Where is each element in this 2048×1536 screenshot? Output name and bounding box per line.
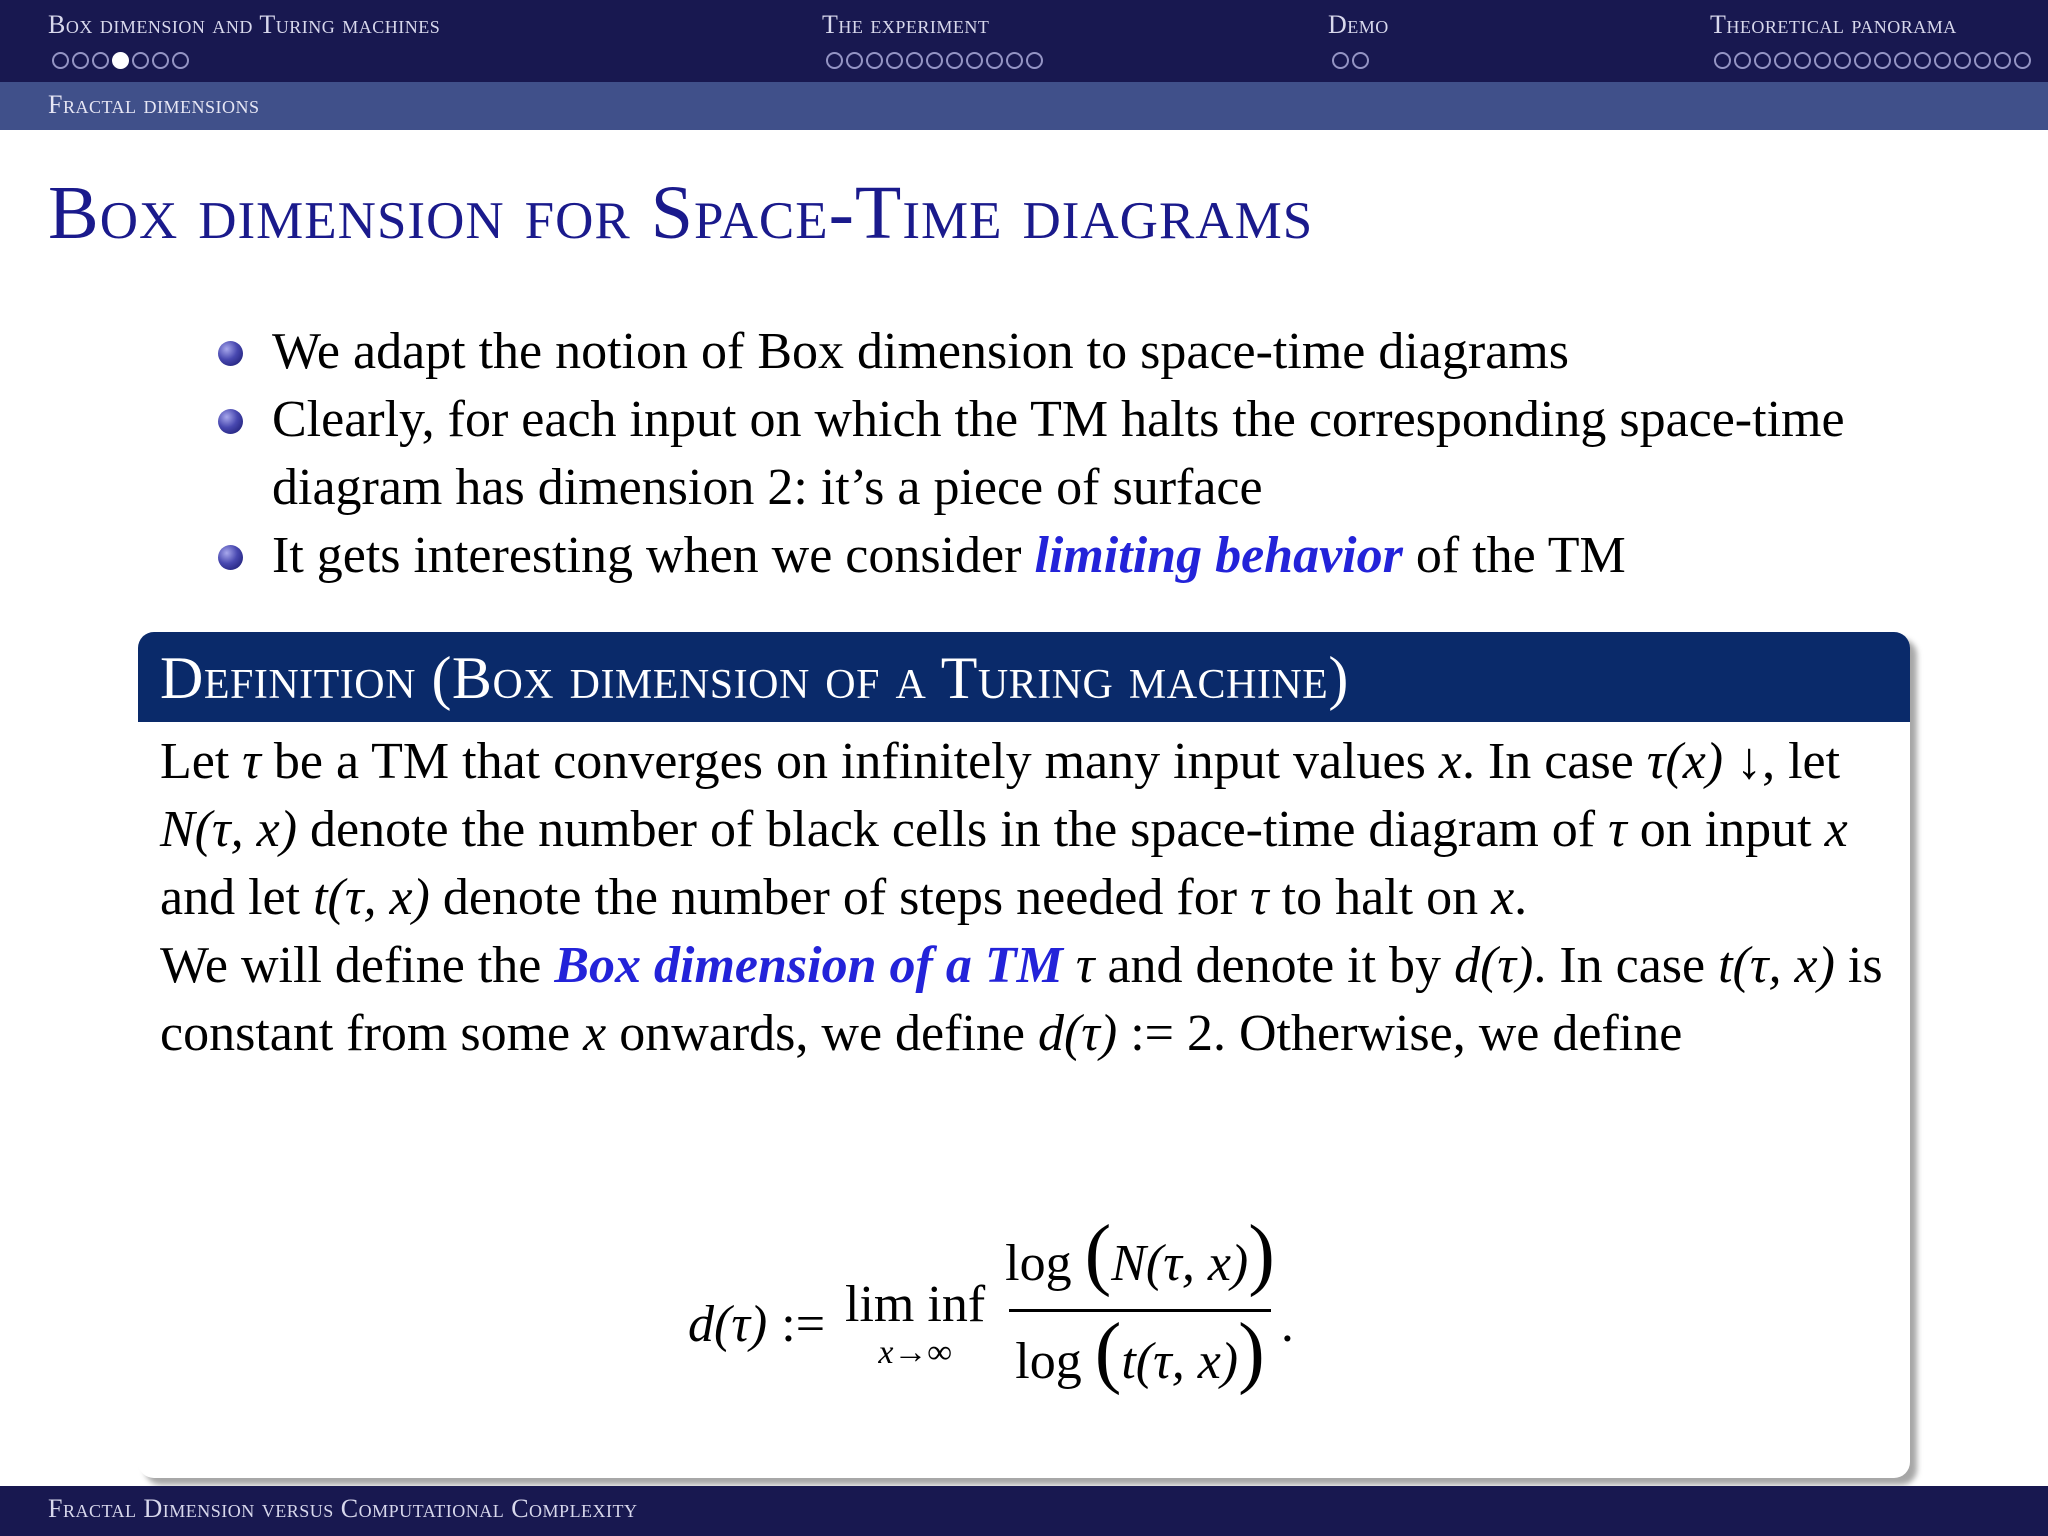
formula-liminf: lim inf x→∞ bbox=[845, 1275, 986, 1371]
nav-slide-dot[interactable] bbox=[986, 52, 1003, 69]
formula-fraction bbox=[999, 1210, 1281, 1397]
emphasis-box-dimension-tm: Box dimension of a TM bbox=[554, 937, 1063, 994]
nav-slide-dot[interactable] bbox=[1894, 52, 1911, 69]
nav-slide-dot[interactable] bbox=[906, 52, 923, 69]
nav-slide-dot[interactable] bbox=[866, 52, 883, 69]
emphasis-limiting-behavior: limiting behavior bbox=[1034, 527, 1403, 584]
nav-slide-dot[interactable] bbox=[92, 52, 109, 69]
nav-slide-dot[interactable] bbox=[846, 52, 863, 69]
box-dimension-formula bbox=[688, 1210, 1294, 1397]
bullet-ball-icon bbox=[218, 545, 243, 570]
nav-dots-theoretical-panorama bbox=[1714, 52, 2031, 69]
nav-slide-dot[interactable] bbox=[72, 52, 89, 69]
nav-section-box-dimension[interactable]: Box dimension and Turing machines bbox=[48, 10, 441, 39]
bullet-text: We adapt the notion of Box dimension to space-time diagrams bbox=[272, 323, 1569, 380]
footer-bar bbox=[0, 1486, 2048, 1536]
bullet-text: It gets interesting when we consider bbox=[272, 527, 1035, 584]
navigation-bar bbox=[0, 0, 2048, 82]
bullet-ball-icon bbox=[218, 341, 243, 366]
nav-slide-dot[interactable] bbox=[966, 52, 983, 69]
subsection-bar bbox=[0, 82, 2048, 130]
formula-assign: := bbox=[781, 1296, 826, 1353]
definition-paragraph-1: Let τ be a TM that converges on infinitely many input values x. In case τ(x) ↓, let N(τ, x) denote the number of black cells in the space-time diagram of τ on input x and let t(τ, x) denote the number of steps needed for τ to halt on x. bbox=[160, 733, 1848, 926]
nav-slide-dot[interactable] bbox=[112, 52, 129, 69]
definition-block bbox=[138, 632, 1910, 1478]
nav-slide-dot[interactable] bbox=[2014, 52, 2031, 69]
nav-slide-dot[interactable] bbox=[1994, 52, 2011, 69]
bullet-text: of the TM bbox=[1402, 527, 1626, 584]
nav-slide-dot[interactable] bbox=[172, 52, 189, 69]
nav-slide-dot[interactable] bbox=[1714, 52, 1731, 69]
nav-slide-dot[interactable] bbox=[1954, 52, 1971, 69]
nav-section-experiment[interactable]: The experiment bbox=[822, 10, 990, 39]
formula-lhs: d(τ) bbox=[688, 1296, 768, 1353]
nav-slide-dot[interactable] bbox=[1794, 52, 1811, 69]
nav-slide-dot[interactable] bbox=[1874, 52, 1891, 69]
bullet-ball-icon bbox=[218, 409, 243, 434]
nav-dots-demo bbox=[1332, 52, 1369, 69]
nav-slide-dot[interactable] bbox=[1734, 52, 1751, 69]
bullet-list bbox=[212, 318, 1932, 590]
nav-slide-dot[interactable] bbox=[826, 52, 843, 69]
nav-slide-dot[interactable] bbox=[1352, 52, 1369, 69]
slide-title: Box dimension for Space-Time diagrams bbox=[48, 171, 1314, 255]
formula-period: . bbox=[1280, 1296, 1294, 1353]
nav-slide-dot[interactable] bbox=[1332, 52, 1349, 69]
bullet-item bbox=[212, 318, 1932, 386]
nav-section-demo[interactable]: Demo bbox=[1328, 10, 1389, 39]
nav-slide-dot[interactable] bbox=[1854, 52, 1871, 69]
formula-denominator: log (t(τ, x)) bbox=[1009, 1309, 1271, 1397]
formula-numerator: log (N(τ, x)) bbox=[1005, 1210, 1275, 1298]
subsection-title[interactable]: Fractal dimensions bbox=[48, 90, 260, 119]
nav-slide-dot[interactable] bbox=[926, 52, 943, 69]
nav-slide-dot[interactable] bbox=[1914, 52, 1931, 69]
nav-slide-dot[interactable] bbox=[132, 52, 149, 69]
nav-dots-experiment bbox=[826, 52, 1043, 69]
bullet-item bbox=[212, 522, 1932, 590]
bullet-item bbox=[212, 386, 1932, 522]
nav-slide-dot[interactable] bbox=[1934, 52, 1951, 69]
definition-heading: Definition (Box dimension of a Turing machine) bbox=[138, 632, 1910, 722]
nav-slide-dot[interactable] bbox=[1834, 52, 1851, 69]
nav-slide-dot[interactable] bbox=[1026, 52, 1043, 69]
nav-slide-dot[interactable] bbox=[1774, 52, 1791, 69]
bullet-text: Clearly, for each input on which the TM halts the corresponding space-time diagram has dimension 2: it’s a piece of surface bbox=[272, 391, 1845, 516]
nav-slide-dot[interactable] bbox=[1754, 52, 1771, 69]
definition-body bbox=[138, 722, 1910, 1068]
nav-slide-dot[interactable] bbox=[52, 52, 69, 69]
nav-dots-box-dimension bbox=[52, 52, 189, 69]
nav-slide-dot[interactable] bbox=[1814, 52, 1831, 69]
nav-section-theoretical-panorama[interactable]: Theoretical panorama bbox=[1710, 10, 1957, 39]
footer-title: Fractal Dimension versus Computational Complexity bbox=[48, 1494, 638, 1523]
nav-slide-dot[interactable] bbox=[152, 52, 169, 69]
nav-slide-dot[interactable] bbox=[1006, 52, 1023, 69]
nav-slide-dot[interactable] bbox=[1974, 52, 1991, 69]
nav-slide-dot[interactable] bbox=[946, 52, 963, 69]
nav-slide-dot[interactable] bbox=[886, 52, 903, 69]
definition-paragraph-2: We will define the Box dimension of a TM τ and denote it by d(τ). In case t(τ, x) is constant from some x onwards, we define d(τ) := 2. Otherwise, we define bbox=[160, 937, 1883, 1062]
